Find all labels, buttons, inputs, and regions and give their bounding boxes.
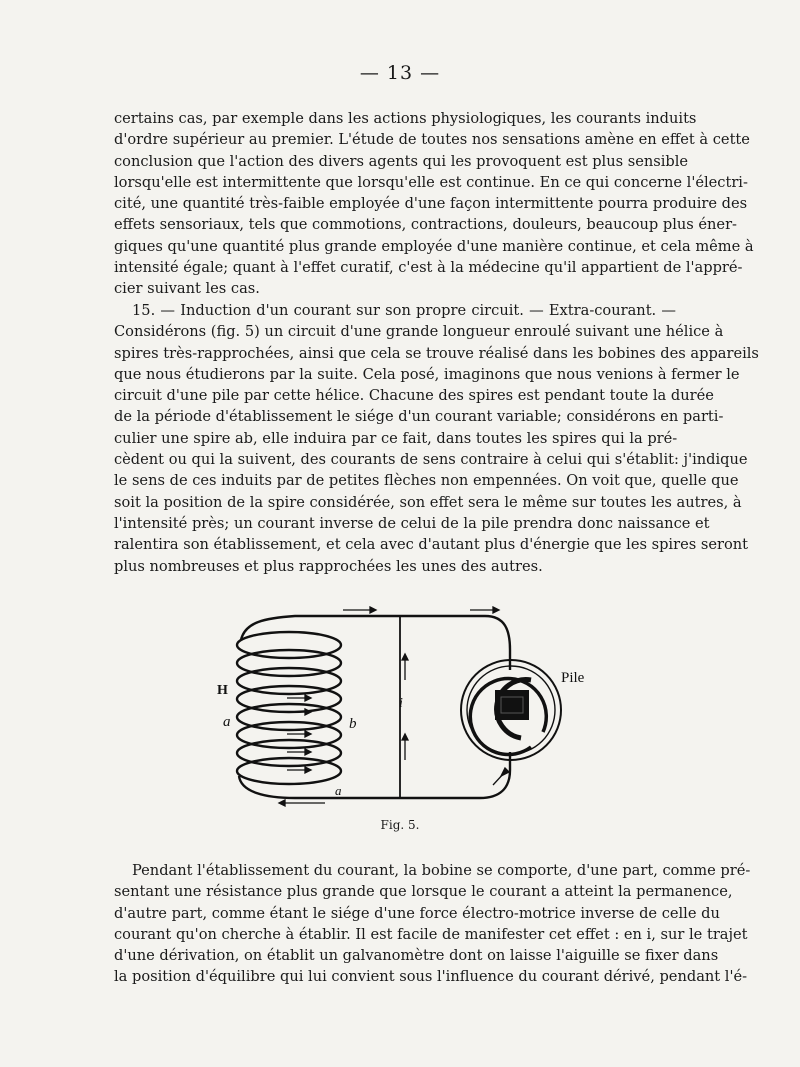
text-line: spires très-rapprochées, ainsi que cela se trouve réalisé dans les bobines des appareils xyxy=(114,344,759,362)
text-line: certains cas, par exemple dans les actions physiologiques, les courants induits xyxy=(114,110,697,127)
text-line: intensité égale; quant à l'effet curatif, c'est à la médecine qu'il appartient de l'appré- xyxy=(114,259,743,277)
text-line: sentant une résistance plus grande que lorsque le courant a atteint la permanence, xyxy=(114,883,733,901)
text-line: ralentira son établissement, et cela avec d'autant plus d'énergie que les spires seront xyxy=(114,536,748,554)
text-line: effets sensoriaux, tels que commotions, contractions, douleurs, beaucoup plus éner- xyxy=(114,216,737,234)
label-a-left: a xyxy=(223,714,231,730)
text-line: circuit d'une pile par cette hélice. Chacune des spires est pendant toute la durée xyxy=(114,387,714,405)
label-a-bottom: a xyxy=(335,783,342,798)
text-line: la position d'équilibre qui lui convient sous l'influence du courant dérivé, pendant l'é- xyxy=(114,968,748,986)
text-line: de la période d'établissement le siége d'un courant variable; considérons en parti- xyxy=(114,408,724,426)
text-line: courant qu'on cherche à établir. Il est facile de manifester cet effet : en i, sur le trajet xyxy=(114,925,748,943)
label-H: H xyxy=(217,683,228,698)
text-line: cier suivant les cas. xyxy=(114,280,260,298)
paragraph-1 xyxy=(114,108,754,300)
text-line: plus nombreuses et plus rapprochées les unes des autres. xyxy=(114,557,543,575)
figure-5-diagram xyxy=(217,600,585,815)
paragraph-3 xyxy=(114,860,751,988)
text-line: Pendant l'établissement du courant, la bobine se comporte, d'une part, comme pré- xyxy=(132,862,751,879)
text-line: culier une spire ab, elle induira par ce fait, dans toutes les spires qui la pré- xyxy=(114,429,678,447)
label-b: b xyxy=(349,716,357,732)
page-number: — 13 — xyxy=(359,62,441,84)
text-line: l'intensité près; un courant inverse de celui de la pile prendra donc naissance et xyxy=(114,514,710,532)
text-line: d'ordre supérieur au premier. L'étude de toutes nos sensations amène en effet à cette xyxy=(114,131,750,149)
label-pile: Pile xyxy=(561,670,585,686)
label-i: i xyxy=(399,696,403,711)
text-line: Considérons (fig. 5) un circuit d'une grande longueur enroulé suivant une hélice à xyxy=(114,323,724,341)
figure-caption: Fig. 5. xyxy=(380,818,420,832)
text-line: giques qu'une quantité plus grande employée d'une manière continue, et cela même à xyxy=(114,237,754,255)
text-line: cèdent ou qui la suivent, des courants de sens contraire à celui qui s'établit: j'indique xyxy=(114,451,748,469)
text-line: d'autre part, comme étant le siége d'une force électro-motrice inverse de celle du xyxy=(114,904,720,922)
text-line: que nous étudierons par la suite. Cela posé, imaginons que nous venions à fermer le xyxy=(114,365,740,383)
text-line: d'une dérivation, on établit un galvanomètre dont on laisse l'aiguille se fixer dans xyxy=(114,947,719,965)
text-line: le sens de ces induits par de petites flèches non empennées. On voit que, quelle que xyxy=(114,472,739,490)
text-line: conclusion que l'action des divers agents qui les provoquent est plus sensible xyxy=(114,152,689,170)
paragraph-2 xyxy=(114,300,759,577)
text-line: cité, une quantité très-faible employée d'une façon intermittente pourra produire des xyxy=(114,195,748,213)
section-heading-line: 15. — Induction d'un courant sur son propre circuit. — Extra-courant. — xyxy=(132,302,676,319)
text-line: soit la position de la spire considérée, son effet sera le même sur toutes les autres, à xyxy=(114,493,742,511)
text-line: lorsqu'elle est intermittente que lorsqu'elle est continue. En ce qui concerne l'électri- xyxy=(114,173,748,191)
